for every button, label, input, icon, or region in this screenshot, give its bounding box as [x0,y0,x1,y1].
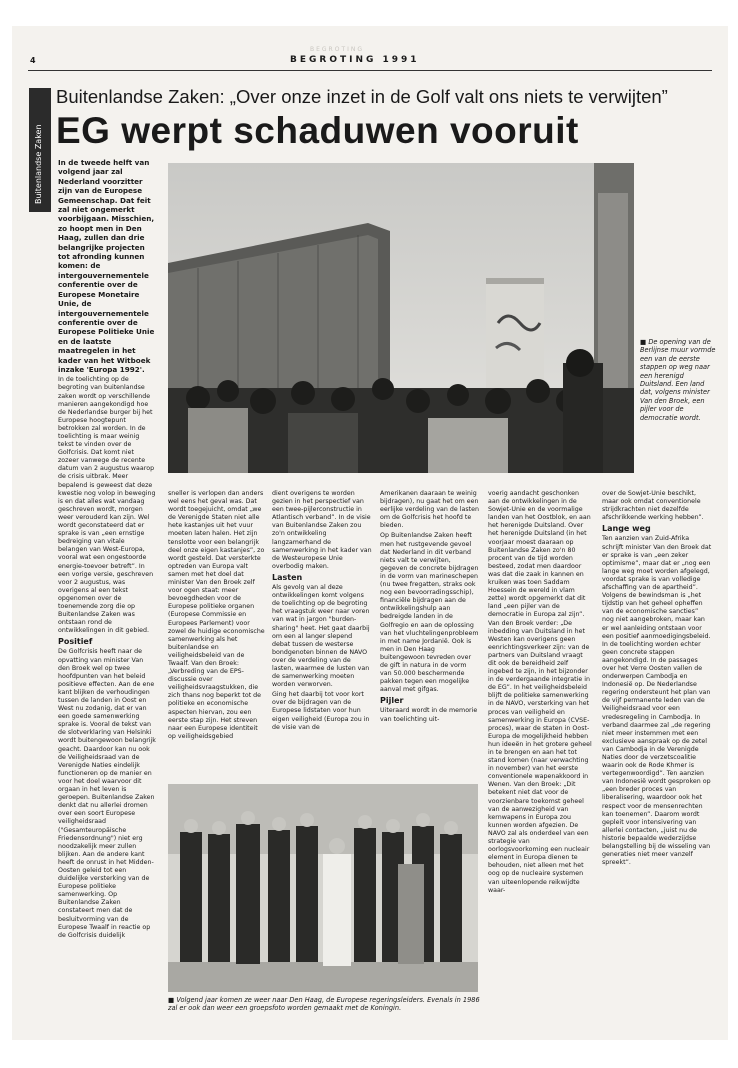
wall-caption-text: De opening van de Berlijnse muur vormde een van de eerste stappen op weg naar een herenigd Duitsland. Een land dat, volgens minister Van den Broek, een pijler voor de democratie wordt. [640,338,716,422]
column-1 [58,158,156,942]
column-4 [380,490,480,726]
lead-paragraph: In de tweede helft van volgend jaar zal Nederland voorzitter zijn van de Europese Gemeenschap. Dat feit zal niet ongemerkt voorbijgaan. Misschien, zo hoopt men in Den Haag, zullen dan drie belangrijke projecten tot afronding kunnen komen: de intergouvernementele conferentie over de Europese Monetaire Unie, de intergouvernementele conferentie over de Europese Politieke Unie en de laatste maatregelen in het kader van het Witboek inzake 'Europa 1992'. [58,158,155,374]
paragraph: Op Buitenlandse Zaken heeft men het rustgevende gevoel dat Nederland in dit verband niets valt te verwijten, gegeven de concrete bijdragen in de vorm van marineschepen (nu twee fregatten, straks ook nog een bevoorradingsschip), financiële bijdragen aan de ontwikkelingshulp aan bedreigde landen in de Golfregio en aan de oplossing van het vluchtelingenprobleem in met name Jordanië. Ook is men in Den Haag buitengewoon tevreden over de gift in natura in de vorm van 50.000 beschermende pakken tegen een mogelijke aanval met gifgas. [380,532,479,694]
group-photo [168,784,478,992]
bleed-through-text: BEGROTING [310,46,365,53]
subheading-lasten: Lasten [272,572,303,582]
berlin-wall-image [168,163,634,473]
column-6 [602,490,712,869]
group-caption-text: Volgend jaar komen ze weer naar Den Haag, de Europese regeringsleiders. Evenals in 1986 zal er ook dan weer een groepsfoto worden gemaakt met de Koningin. [168,996,480,1013]
headline: EG werpt schaduwen vooruit [56,110,579,151]
column-3 [272,490,372,734]
subheading-lange-weg: Lange weg [602,524,651,534]
paragraph: voerig aandacht geschonken aan de ontwikkelingen in de Sowjet-Unie en de voormalige landen van het Oostblok, en aan het herenigde Duitsland. Over het herenigde Duitsland (in het voorjaar moest daaraan op Buitenlandse Zaken zo'n 80 procent van de tijd worden besteed, zodat men daardoor was dat die zaak in kannen en kruiken was toen Saddam Hoessein de wereld in vlam zette) wordt opgemerkt dat dit land „een pijler van de democratie in Europa zal zijn”. Van den Broek verder: „De inbedding van Duitsland in het Westen kan overigens geen eenrichtingsverkeer zijn: van de partners van Duitsland vraagt dit ook de bereidheid zelf ingebed te zijn, in het bijzonder in de verdergaande integratie in de EG”. In het veiligheidsbeleid blijft de politieke samenwerking in de NAVO, versterking van het proces van veiligheid en samenwerking in Europa (CVSE-proces), waar de staten in Oost-Europa de mogelijkheid hebben hun ideeën in het grotere geheel in te brengen en aan het tot stand komen (naar verwachting in november) van het eerste conventionele wapenakkoord in Wenen. Van den Broek: „Dit betekent niet dat voor de voorzienbare toekomst geheel van de aanwezigheid van kernwapens in Europa zou kunnen worden afgezien. De NAVO zal als onderdeel van een strategie van oorlogsvoorkoming een nucleair element in Europa dienen te behouden, niet alleen met het oog op de nucleaire systemen van uiteenlopende reikwijdte waar- [488,490,592,894]
column-2 [168,490,266,743]
group-photo-caption [168,996,488,1013]
berlin-wall-photo [168,163,634,473]
page-number: 4 [30,56,36,65]
paragraph: De Golfcrisis heeft naar de opvatting van minister Van den Broek wel op twee hoofdpunten van het beleid positieve effecten. Aan de ene kant blijken de verhoudingen tussen de landen in Oost en West nu zodanig, dat er van een goede samenwerking sprake is. Vooral de tekst van de slotverklaring van Helsinki wordt buitengewoon belangrijk geacht. Daardoor kan nu ook de Veiligheidsraad van de Verenigde Naties eindelijk functioneren op de manier en voor het doel waarvoor dit orgaan in het leven is geroepen. Buitenlandse Zaken denkt dat nu allerlei dromen over een soort Europese veiligheidsraad ("Gesamteuropäische Friedensordnung") niet erg noodzakelijk meer zullen blijken. Aan de andere kant heeft de onrust in het Midden-Oosten geleid tot een duidelijke versterking van de Europese politieke samenwerking. Op Buitenlandse Zaken constateert men dat de besluitvorming van de Europese Twaalf in reactie op de Golfcrisis duidelijk [58,648,156,939]
caption-square-icon: ■ [640,338,649,346]
section-sidebar-tag [29,88,51,212]
subheading-pijler: Pijler [380,696,404,706]
paragraph: Als gevolg van al deze ontwikkelingen komt volgens de toelichting op de begroting het vraagstuk weer naar voren van wat in jargon "burden-sharing" heet. Het gaat daarbij om een al langer slepend debat tussen de westerse bondgenoten binnen de NAVO over de verdeling van de lasten, waarmee de lusten van de samenwerking moeten worden verworven. [272,584,370,689]
wall-photo-caption [640,338,716,422]
section-header: BEGROTING 1991 [290,55,420,65]
subheadline: Buitenlandse Zaken: „Over onze inzet in de Golf valt ons niets te verwijten” [56,86,668,107]
paragraph: over de Sowjet-Unie beschikt, maar ook omdat conventionele strijdkrachten niet dezelfde afschrikkende werking hebben”. [602,490,704,522]
paragraph: dient overigens te worden gezien in het perspectief van een twee-pijlerconstructie in Atlantisch verband”. In de visie van Buitenlandse Zaken zou zo'n ontwikkeling langzamerhand de samenwerking in het kader van de Westeuropese Unie overbodig maken. [272,490,372,570]
paragraph: Uiteraard wordt in de memorie van toelichting uit- [380,707,478,723]
paragraph: In de toelichting op de begroting van buitenlandse zaken wordt op verschillende manieren aangekondigd hoe de Nederlandse burger bij het Europese hoogtepunt betrokken zal worden. In de toelichting is maar weinig tekst te vinden over de Golfcrisis. Dat komt niet zozeer vanwege de recente datum van 2 augustus waarop de crisis uitbrak. Meer bepalend is geweest dat deze kwestie nog volop in beweging is en dat alles wat vandaag geschreven wordt, morgen weer verouderd kan zijn. Wel wordt geconstateerd dat er sprake is van „een ernstige bedreiging van vitale belangen van West-Europa, vooral wat een ongestoorde energie-toevoer betreft”. In een vorige versie, geschreven voor 2 augustus, was overigens al een tekst opgenomen over de toenemende zorg die op Buitenlandse Zaken was ontstaan rond de ontwikkelingen in dit gebied. [58,376,156,635]
caption-square-icon: ■ [168,996,177,1004]
column-5 [488,490,592,897]
paragraph: Amerikanen daaraan te weinig bijdragen), nu gaat het om een eerlijke verdeling van de lasten om de Golfcrisis het hoofd te bieden. [380,490,479,530]
paragraph: sneller is verlopen dan anders wel eens het geval was. Dat wordt toegejuicht, omdat „we de Verenigde Staten niet alle hete kastanjes uit het vuur moeten laten halen. Het zijn tenslotte voor een belangrijk deel onze eigen kastanjes”, zo wordt gesteld. Dat versterkte optreden van Europa valt samen met het doel dat minister Van den Broek zelf voor ogen staat: meer bevoegdheden voor de Europese politieke organen (Europese Commissie en Europees Parlement) voor zowel de huidige economische samenwerking als het buitenlandse en veiligheidsbeleid van de Twaalf. Van den Broek: „Verbreding van de EPS-discussie over veiligheidsvraagstukken, die zich thans nog beperkt tot de politieke en economische aspecten hiervan, zou een eerste stap zijn. Het streven naar een Europese identiteit op veiligheidsgebied [168,490,265,740]
paragraph: Ten aanzien van Zuid-Afrika schrijft minister Van den Broek dat er sprake is van „een zeker optimisme”, maar dat er „nog een lange weg moet worden afgelegd, voordat sprake is van volledige afschaffing van de apartheid”. Volgens de bewindsman is „het tijdstip van het geheel opheffen van de economische sancties” nog niet aangebroken, maar kan er wel aanleiding ontstaan voor een positief aanmoedigingsbeleid. In de toelichting worden echter geen concrete stappen aangekondigd. In de passages over het Verre Oosten vallen de onderwerpen Cambodja en Indonesië op. De Nederlandse regering ondersteunt het plan van de vijf permanente leden van de Veiligheidsraad voor een vredesregeling in Cambodja. In verband daarmee zal „de regering niet meer instemmen met een exclusieve aanspraak op de zetel van Cambodja in de Verenigde Naties door de verzetscoalitie waarin ook de Rode Khmer is vertegenwoordigd”. Ten aanzien van Indonesië wordt gesproken op „een breder proces van liberalisering, waardoor ook het respect voor de mensenrechten kan toenemen”. Daarom wordt gepleit voor intensivering van allerlei contacten, „juist nu de historie bepaalde wederzijdse belangstelling bij de wisseling van generaties niet meer vanzelf spreekt”. [602,535,712,867]
subheading-positief: Positief [58,637,93,647]
sidebar-tag-label: Buitenlandse Zaken [34,124,43,204]
header-rule [28,70,712,71]
paragraph: Ging het daarbij tot voor kort over de bijdragen van de Europese lidstaten voor hun eigen veiligheid (Europa zou in de visie van de [272,691,370,731]
group-photo-image [168,784,478,992]
